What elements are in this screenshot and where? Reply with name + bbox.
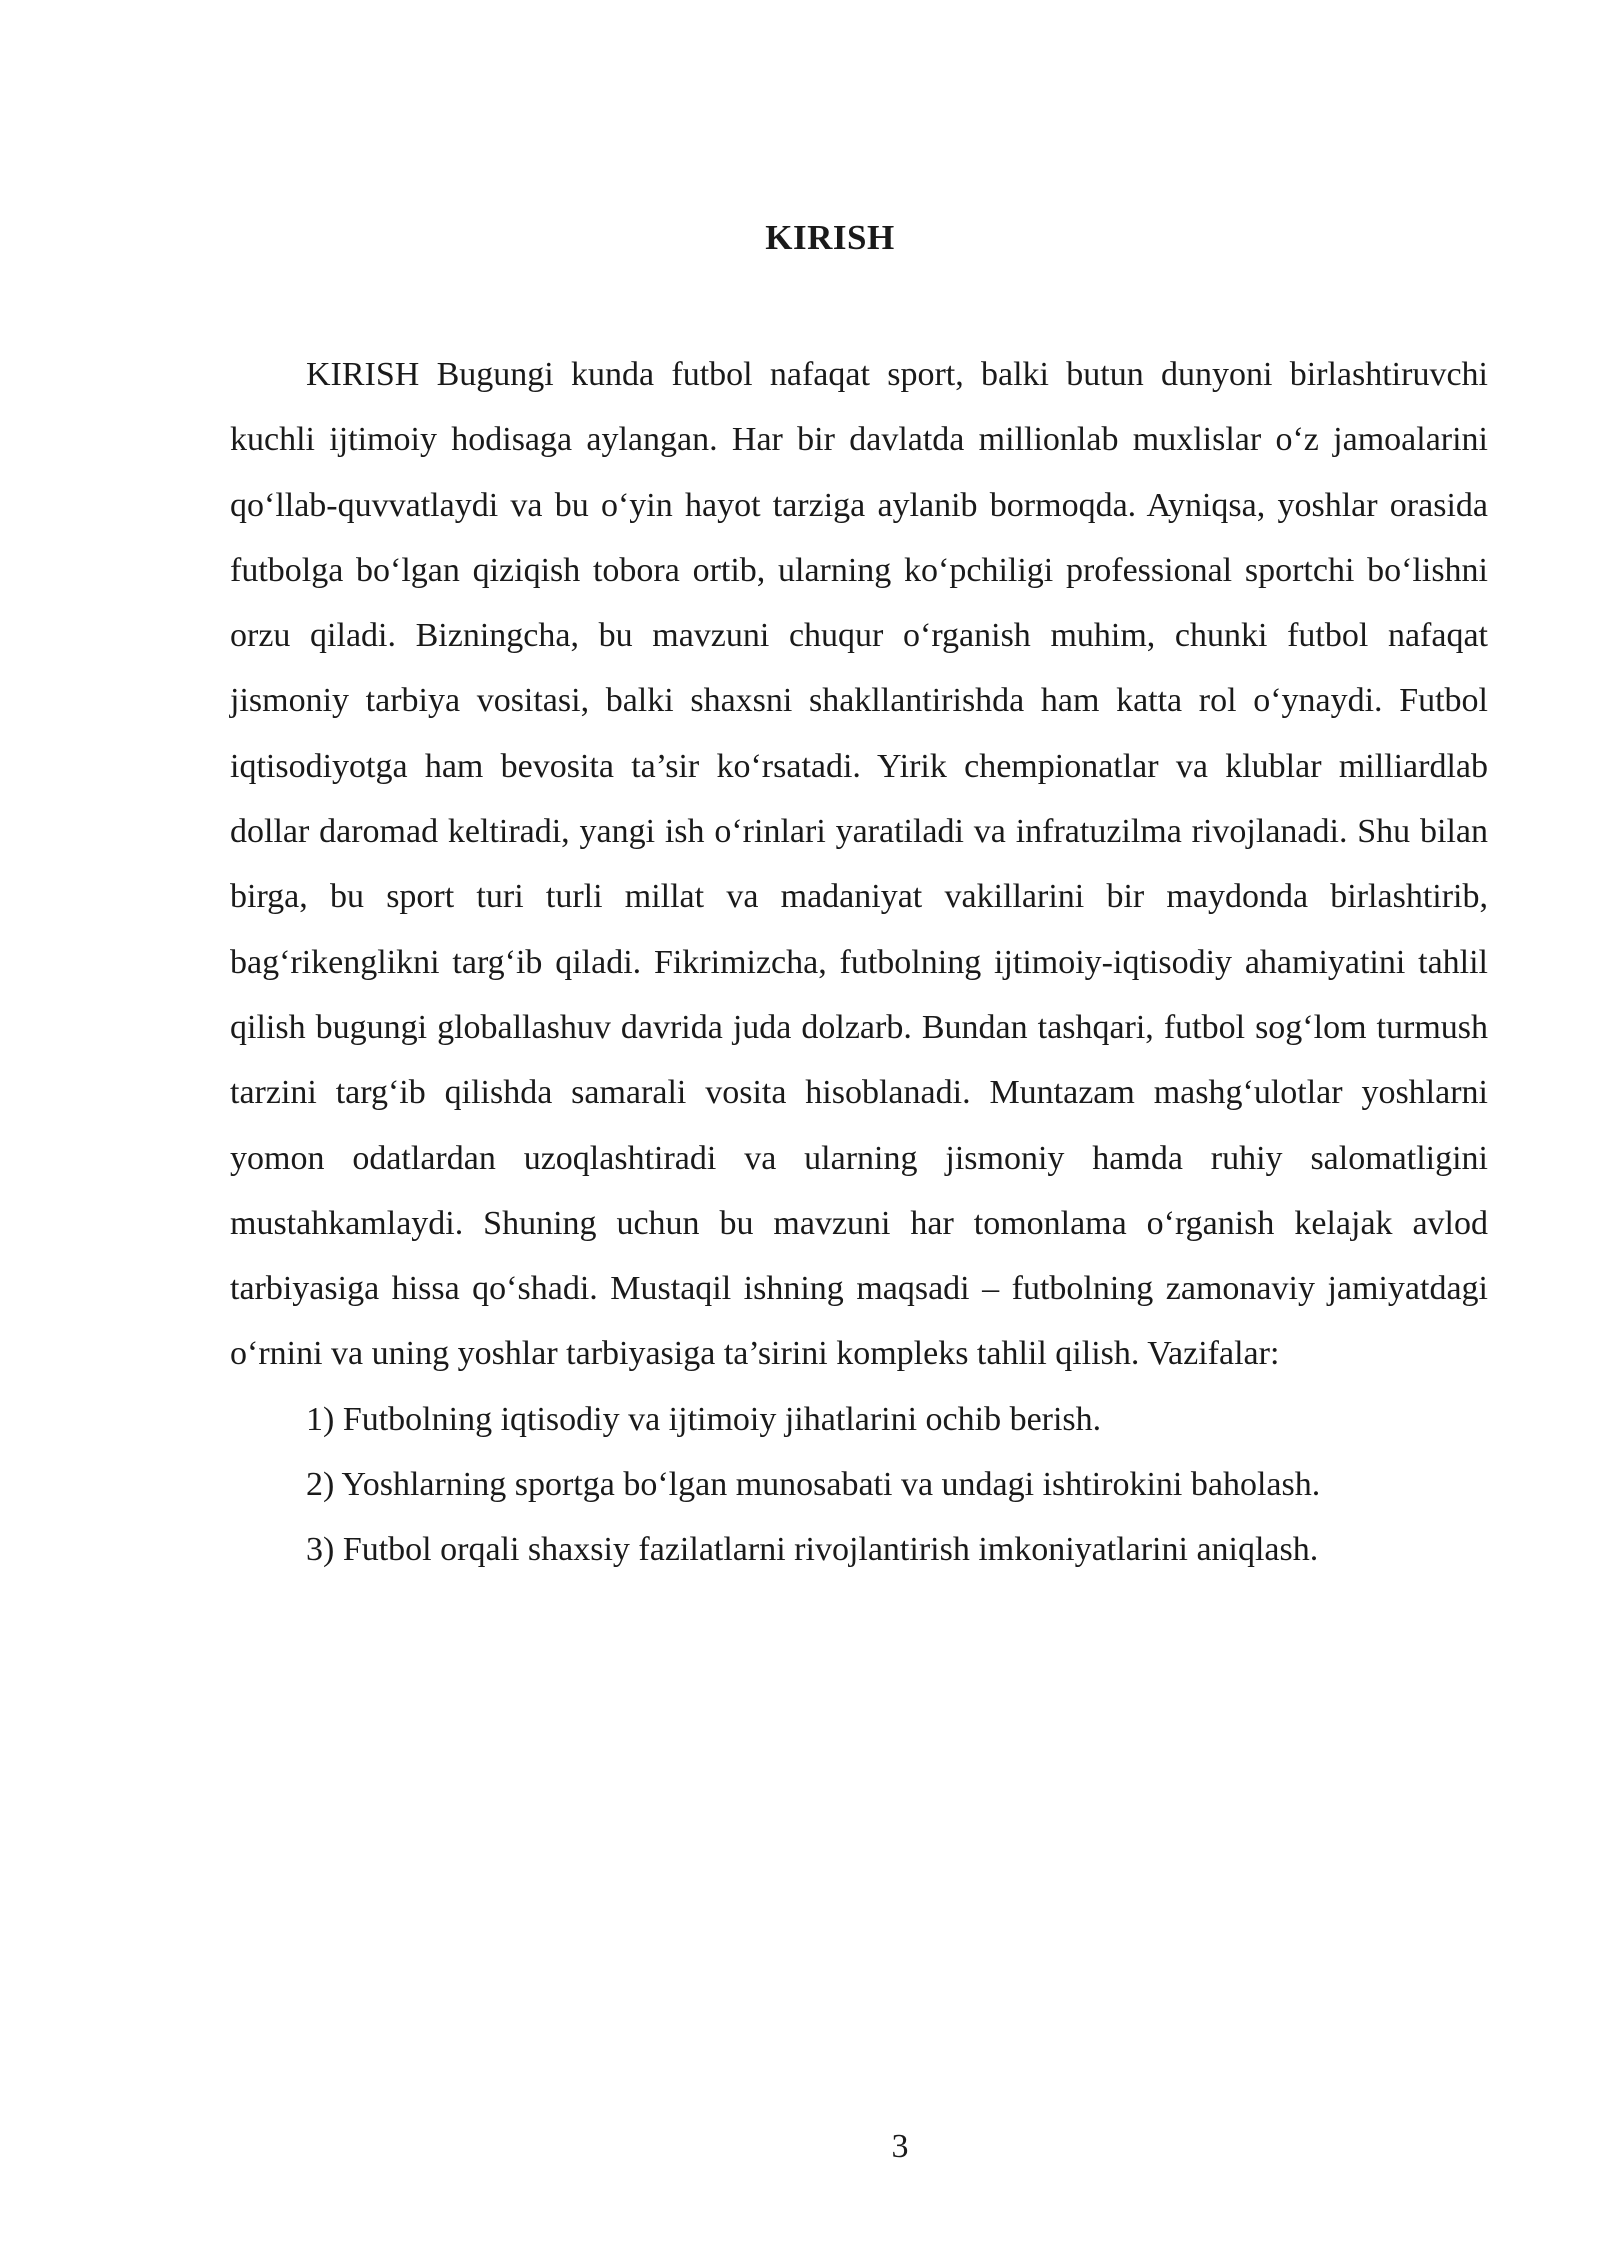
body-text — [230, 342, 1488, 1583]
task-item-2: 2) Yoshlarning sportga bo‘lgan munosabati va undagi ishtirokini baholash. — [306, 1466, 1321, 1504]
intro-paragraph: KIRISH Bugungi kunda futbol nafaqat sport, balki butun dunyoni birlashtiruvchi kuchli ijtimoiy hodisaga aylangan. Har bir davlatda millionlab muxlislar o‘z jamoalarini qo‘llab-quvvatlaydi va bu o‘yin hayot tarziga aylanib bormoqda. Ayniqsa, yoshlar orasida futbolga bo‘lgan qiziqish tobora ortib, ularning ko‘pchiligi professional sportchi bo‘lishni orzu qiladi. Bizningcha, bu mavzuni chuqur o‘rganish muhim, chunki futbol nafaqat jismoniy tarbiya vositasi, balki shaxsni shakllantirishda ham katta rol o‘ynaydi. Futbol iqtisodiyotga ham bevosita ta’sir ko‘rsatadi. Yirik chempionatlar va klublar milliardlab dollar daromad keltiradi, yangi ish o‘rinlari yaratiladi va infratuzilma rivojlanadi. Shu bilan birga, bu sport turi turli millat va madaniyat vakillarini bir maydonda birlashtirib, bag‘rikenglikni targ‘ib qiladi. Fikrimizcha, futbolning ijtimoiy-iqtisodiy ahamiyatini tahlil qilish bugungi globallashuv davrida juda dolzarb. Bundan tashqari, futbol sog‘lom turmush tarzini targ‘ib qilishda samarali vosita hisoblanadi. Muntazam mashg‘ulotlar yoshlarni yomon odatlardan uzoqlashtiradi va ularning jismoniy hamda ruhiy salomatligini mustahkamlaydi. Shuning uchun bu mavzuni har tomonlama o‘rganish kelajak avlod tarbiyasiga hissa qo‘shadi. Mustaqil ishning maqsadi – futbolning zamonaviy jamiyatdagi o‘rnini va uning yoshlar tarbiyasiga ta’sirini kompleks tahlil qilish. Vazifalar: — [230, 356, 1488, 1373]
task-item-3: 3) Futbol orqali shaxsiy fazilatlarni rivojlantirish imkoniyatlarini aniqlash. — [306, 1531, 1319, 1569]
section-heading: KIRISH — [765, 218, 895, 257]
task-item-1: 1) Futbolning iqtisodiy va ijtimoiy jihatlarini ochib berish. — [306, 1400, 1102, 1438]
page-number: 3 — [891, 2128, 909, 2165]
